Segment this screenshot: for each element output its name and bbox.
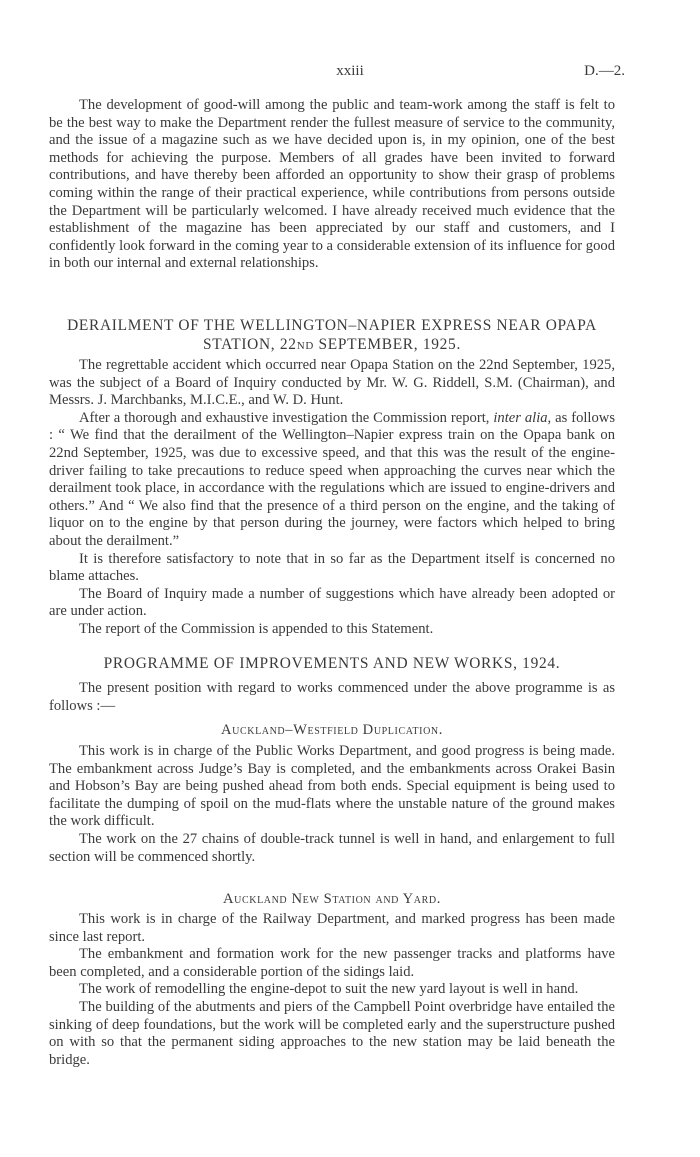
auckland-westfield-paragraph-2: The work on the 27 chains of double-track tunnel is well in hand, and enlargement to full section will be commenced shortly. [49,830,615,865]
intro-section [49,97,615,273]
derailment-heading-line2: STATION, 22nd SEPTEMBER, 1925. [203,336,461,353]
derailment-heading-line1: DERAILMENT OF THE WELLINGTON–NAPIER EXPRESS NEAR OPAPA [67,317,597,334]
intro-paragraph: The development of good-will among the public and team-work among the staff is felt to be the best way to make the Department render the fullest measure of service to the community, and the issue of a magazine such as we have decided upon is, in my opinion, one of the best methods for achieving the purpose. Members of all grades have been invited to forward contributions, and have thereby been afforded an opportunity to show their grasp of problems coming within the range of their practical experience, while contributions from persons outside the Department will be particularly welcomed. I have already received much evidence that the establishment of the magazine has been appreciated by our staff and customers, and I confidently look forward in the coming year to a considerable extension of its influence for good in both our internal and external relationships. [49,97,615,272]
auckland-station-paragraph-3: The work of remodelling the engine-depot to suit the new yard layout is well in hand. [79,981,579,998]
auckland-station-paragraph-1: This work is in charge of the Railway Department, and marked progress has been made since last report. [49,911,615,945]
derailment-section [49,357,615,639]
derailment-paragraph-2: After a thorough and exhaustive investigation the Commission report, inter alia, as follows : “ We find that the derailment of the Wellington–Napier express train on the Opapa bank on 22nd September, 1925, was due to excessive speed, and that this was the result of the engine-driver failing to take precautions to reduce speed when approaching the curves near which the derailment took place, in accordance with the regulations which are issued to engine-drivers and others.” And “ We also find that the presence of a third person on the engine, and the taking of liquor on to the engine by that person during the journey, were factors which helped to bring about the derailment.” [49,409,615,549]
page-number: xxiii [336,63,364,79]
auckland-station-section [49,911,615,1069]
auckland-station-heading: Auckland New Station and Yard. [223,891,441,907]
derailment-paragraph-4: The Board of Inquiry made a number of suggestions which have already been adopted or are under action. [49,585,615,620]
auckland-westfield-heading: Auckland–Westfield Duplication. [221,722,443,738]
derailment-heading [49,316,615,354]
auckland-westfield-paragraph-1: This work is in charge of the Public Works Department, and good progress is being made. The embankment across Judge’s Bay is completed, and the embankments across Orakei Basin and Hobson’s Bay are being pushed ahead from both ends. Special equipment is being used to facilitate the dumping of spoil on the mud-flats where the unstable nature of the ground makes the work difficult. [49,743,615,830]
derailment-paragraph-3: It is therefore satisfactory to note that in so far as the Department itself is concerned no blame attaches. [49,550,615,585]
auckland-station-paragraph-2: The embankment and formation work for the new passenger tracks and platforms have been completed, and a considerable portion of the sidings laid. [49,946,615,980]
derailment-paragraph-1: The regrettable accident which occurred near Opapa Station on the 22nd September, 1925, was the subject of a Board of Inquiry conducted by Mr. W. G. Riddell, S.M. (Chairman), and Messrs. J. Marchbanks, M.I.C.E., and W. D. Hunt. [49,357,615,409]
document-reference: D.—2. [584,63,625,79]
programme-heading: PROGRAMME OF IMPROVEMENTS AND NEW WORKS, 1924. [103,655,561,672]
derailment-paragraph-5: The report of the Commission is appended to this Statement. [79,620,434,637]
programme-section [49,680,615,715]
auckland-station-paragraph-4: The building of the abutments and piers of the Campbell Point overbridge have entailed the sinking of deep foundations, but the work will be completed early and the superstructure pushed on with so that the permanent siding approaches to the new station may be laid beneath the bridge. [49,998,615,1068]
programme-intro-paragraph: The present position with regard to works commenced under the above programme is as follows :— [49,680,615,714]
auckland-westfield-section [49,743,615,866]
